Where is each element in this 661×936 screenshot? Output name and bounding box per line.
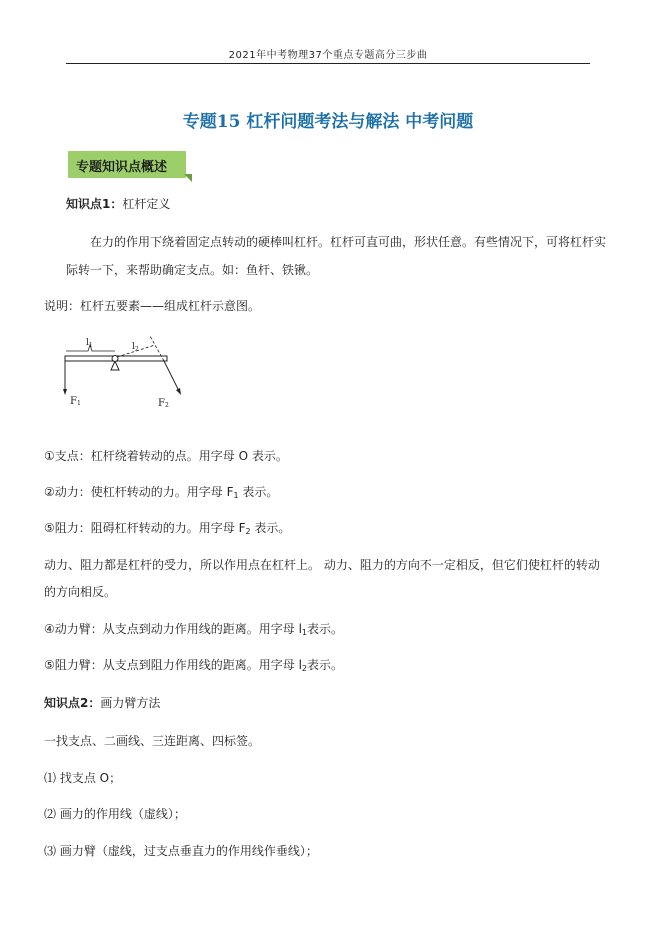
item-power-tail: 表示。 (238, 485, 279, 499)
item-power-arm-sub: 1 (301, 628, 308, 637)
l1-label: $l_1$ (86, 338, 93, 349)
definition-line-2: 际转一下，来帮助确定支点。如：鱼杆、铁锹。 (66, 263, 319, 277)
kp2-heading (44, 695, 160, 711)
section-badge-label: 专题知识点概述 (76, 160, 168, 175)
lever-diagram (58, 333, 198, 413)
note-line-2: 的方向相反。 (44, 585, 117, 599)
item-power (44, 484, 278, 504)
kp2-label: 知识点2： (44, 696, 101, 710)
method-step-3: ⑶ 画力臂（虚线，过支点垂直力的作用线作垂线）； (44, 844, 318, 858)
item-resistance-text: ⑤阻力：阻碍杠杆转动的力。用字母 F (44, 521, 246, 535)
running-header: 2021年中考物理37个重点专题高分三步曲 (228, 50, 428, 61)
badge-corner-decoration (184, 174, 192, 182)
header-rule (66, 63, 590, 64)
page-title: 专题15 杠杆问题考法与解法 中考问题 (182, 112, 474, 132)
method-step-2: ⑵ 画力的作用线（虚线）； (44, 807, 186, 821)
l2-label: $l_2$ (132, 342, 139, 353)
fulcrum-triangle (111, 361, 119, 370)
note-line-1: 动力、阻力都是杠杆的受力，所以作用点在杠杆上。 动力、阻力的方向不一定相反，但它们使杠杆的转动 (44, 558, 600, 572)
item-resistance-tail: 表示。 (250, 521, 291, 535)
item-power-arm-tail: 表示。 (307, 622, 344, 636)
item-resistance-arm (44, 657, 343, 677)
explain-line: 说明：杠杆五要素——组成杠杆示意图。 (44, 299, 261, 313)
item-resistance-arm-tail: 表示。 (307, 658, 344, 672)
f2-arrowhead (176, 388, 181, 395)
kp2-text: 画力臂方法 (100, 696, 161, 710)
item-resistance (44, 520, 290, 540)
method-step-1: ⑴ 找支点 O； (44, 771, 122, 785)
fulcrum-pivot (112, 356, 118, 362)
item-power-sub: 1 (233, 491, 239, 500)
item-power-arm (44, 621, 343, 641)
item-power-arm-text: ④动力臂：从支点到动力作用线的距离。用字母 l (44, 622, 302, 636)
method-summary: 一找支点、二画线、三连距离、四标签。 (44, 734, 261, 748)
f2-line-of-action (150, 336, 164, 361)
item-resistance-arm-sub: 2 (301, 664, 308, 673)
f2-force-line (164, 361, 179, 391)
item-resistance-arm-text: ⑤阻力臂：从支点到阻力作用线的距离。用字母 l (44, 658, 302, 672)
item-fulcrum: ①支点：杠杆绕着转动的点。用字母 O 表示。 (44, 449, 288, 463)
kp1-text: 杠杆定义 (122, 197, 171, 211)
item-resistance-sub: 2 (245, 527, 251, 536)
kp1-label: 知识点1： (66, 197, 123, 211)
f2-label: F2 (158, 398, 169, 409)
f1-label: F1 (70, 396, 81, 407)
item-power-text: ②动力：使杠杆转动的力。用字母 F (44, 485, 234, 499)
f1-arrowhead (63, 389, 67, 395)
section-badge (68, 151, 186, 178)
definition-line-1: 在力的作用下绕着固定点转动的硬棒叫杠杆。杠杆可直可曲，形状任意。有些情况下，可将杠杆实 (90, 235, 607, 249)
kp1-heading (66, 196, 170, 212)
